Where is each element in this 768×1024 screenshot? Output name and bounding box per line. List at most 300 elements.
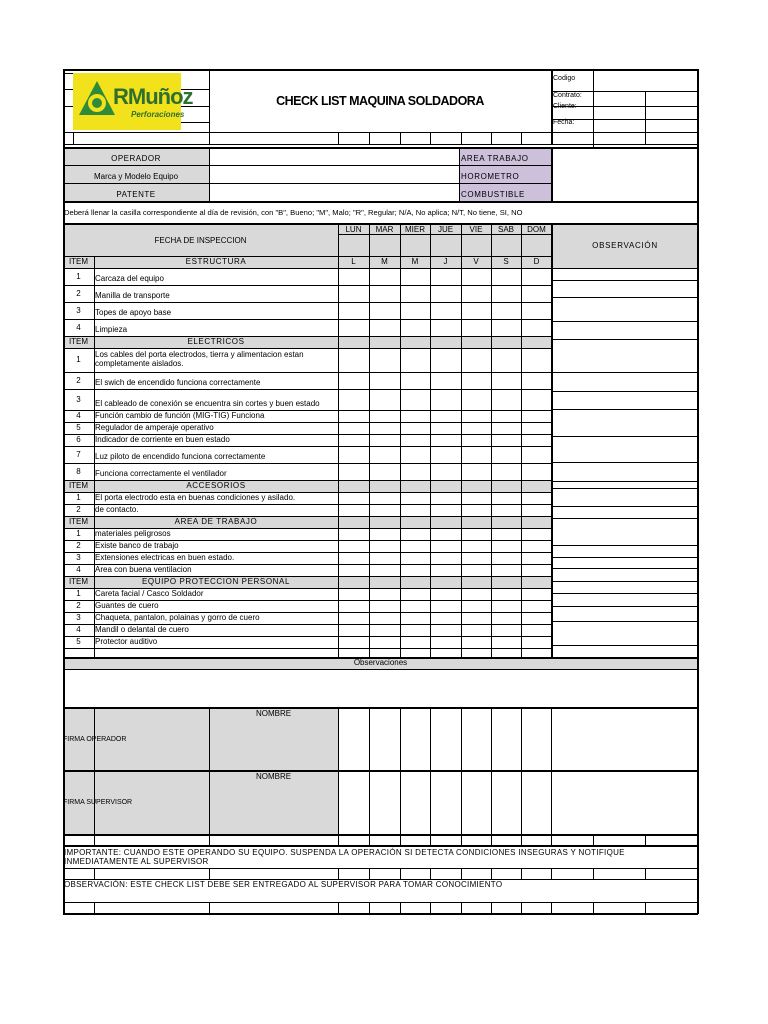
grid-vline [491, 834, 492, 845]
day-check-cell[interactable] [339, 349, 368, 371]
day-check-cell[interactable] [492, 613, 520, 623]
day-check-cell[interactable] [370, 493, 399, 503]
day-check-cell[interactable] [431, 613, 460, 623]
day-check-cell[interactable] [462, 589, 490, 599]
item-number: 4 [76, 323, 81, 332]
grid-vline [521, 868, 522, 879]
grid-hline [63, 492, 552, 493]
grid-vline [593, 834, 594, 845]
item-number: 3 [76, 306, 81, 315]
grid-hline [552, 506, 698, 507]
day-check-cell[interactable] [522, 320, 551, 335]
day-check-cell[interactable] [370, 349, 399, 371]
day-check-cell[interactable] [370, 529, 399, 539]
day-check-cell[interactable] [431, 286, 460, 301]
day-check-cell[interactable] [370, 435, 399, 445]
grid-vline [461, 132, 462, 144]
item-description: Chaqueta, pantalon, polainas y gorro de cuero [95, 613, 260, 622]
grid-vline [369, 224, 370, 657]
day-check-cell[interactable] [462, 505, 490, 515]
day-check-cell[interactable] [462, 390, 490, 409]
day-check-cell[interactable] [431, 637, 460, 647]
grid-vline [551, 834, 552, 845]
grid-hline [63, 389, 552, 390]
grid-vline [94, 256, 95, 657]
item-number: 2 [76, 289, 81, 298]
grid-vline [491, 902, 492, 914]
item-description: El cableado de conexión se encuentra sin cortes y buen estado [95, 399, 320, 408]
day-check-cell[interactable] [492, 390, 520, 409]
grid-hline [63, 576, 552, 577]
grid-hline [552, 568, 698, 569]
day-check-cell[interactable] [462, 447, 490, 462]
day-check-cell[interactable] [401, 541, 429, 551]
day-check-cell[interactable] [401, 423, 429, 433]
day-check-cell[interactable] [492, 601, 520, 611]
form-title: CHECK LIST MAQUINA SOLDADORA [276, 94, 484, 108]
day-check-cell[interactable] [339, 390, 368, 409]
item-col-label: ITEM [68, 257, 89, 266]
day-check-cell[interactable] [370, 303, 399, 318]
item-number: 3 [76, 395, 81, 404]
grid-vline [430, 868, 431, 879]
day-check-cell[interactable] [431, 390, 460, 409]
day-letter: M [381, 257, 388, 266]
item-description-cont: completamente aislados. [95, 359, 184, 368]
grid-hline [63, 528, 552, 529]
day-check-cell[interactable] [492, 423, 520, 433]
item-col-label: ITEM [68, 337, 89, 346]
day-check-cell[interactable] [339, 493, 368, 503]
item-number: 4 [76, 565, 81, 574]
grid-vline [94, 902, 95, 914]
grid-hline [63, 89, 73, 90]
grid-hline [552, 621, 698, 622]
day-check-cell[interactable] [492, 625, 520, 635]
day-check-cell[interactable] [431, 493, 460, 503]
section-header-fill [338, 336, 552, 348]
day-check-cell[interactable] [492, 435, 520, 445]
day-check-cell[interactable] [462, 423, 490, 433]
item-description: Manilla de transporte [95, 291, 170, 300]
day-check-cell[interactable] [462, 541, 490, 551]
grid-vline [645, 91, 646, 133]
day-check-cell[interactable] [370, 589, 399, 599]
day-check-cell[interactable] [431, 505, 460, 515]
day-check-cell[interactable] [401, 320, 429, 335]
grid-vline [521, 902, 522, 914]
grid-vline [645, 834, 646, 845]
day-check-cell[interactable] [401, 464, 429, 479]
day-check-cell[interactable] [401, 269, 429, 284]
day-check-cell[interactable] [401, 601, 429, 611]
grid-hline [63, 422, 552, 423]
day-check-cell[interactable] [522, 505, 551, 515]
day-check-cell[interactable] [522, 601, 551, 611]
day-check-cell[interactable] [431, 541, 460, 551]
day-check-cell[interactable] [370, 423, 399, 433]
day-check-cell[interactable] [431, 553, 460, 563]
day-check-cell[interactable] [462, 320, 490, 335]
day-check-cell[interactable] [522, 411, 551, 421]
day-check-cell[interactable] [370, 464, 399, 479]
day-check-cell[interactable] [370, 390, 399, 409]
day-check-cell[interactable] [492, 541, 520, 551]
day-check-cell[interactable] [401, 493, 429, 503]
day-check-cell[interactable] [522, 286, 551, 301]
item-description: El swich de encendido funciona correctamente [95, 378, 261, 387]
day-check-cell[interactable] [462, 286, 490, 301]
grid-hline [63, 834, 698, 836]
day-check-cell[interactable] [431, 565, 460, 575]
grid-hline [63, 624, 552, 625]
day-check-cell[interactable] [492, 447, 520, 462]
item-description: Regulador de amperaje operativo [95, 423, 214, 432]
day-check-cell[interactable] [431, 269, 460, 284]
day-check-cell[interactable] [431, 464, 460, 479]
grid-vline [338, 224, 339, 657]
day-check-cell[interactable] [522, 553, 551, 563]
day-check-cell[interactable] [401, 390, 429, 409]
day-check-cell[interactable] [370, 373, 399, 388]
day-check-cell[interactable] [462, 349, 490, 371]
day-check-cell[interactable] [522, 565, 551, 575]
grid-vline [400, 834, 401, 845]
day-check-cell[interactable] [339, 320, 368, 335]
company-logo [73, 73, 193, 130]
grid-vline [209, 834, 210, 845]
label-patente: PATENTE [116, 190, 156, 199]
day-check-cell[interactable] [462, 269, 490, 284]
day-check-cell[interactable] [401, 529, 429, 539]
firma-operador-label: FIRMA OPERADOR [63, 736, 127, 743]
grid-hline [552, 645, 698, 646]
grid-hline [552, 518, 698, 519]
day-check-cell[interactable] [492, 565, 520, 575]
day-check-cell[interactable] [431, 411, 460, 421]
meta-cliente: Cliente: [553, 103, 577, 110]
day-check-cell[interactable] [339, 303, 368, 318]
day-check-cell[interactable] [339, 625, 368, 635]
grid-hline [63, 902, 698, 903]
grid-vline [369, 707, 370, 834]
day-check-cell[interactable] [431, 320, 460, 335]
day-check-cell[interactable] [462, 411, 490, 421]
day-check-cell[interactable] [431, 303, 460, 318]
grid-vline [697, 69, 699, 914]
grid-hline [63, 463, 552, 464]
day-check-cell[interactable] [339, 613, 368, 623]
grid-vline [551, 147, 553, 201]
item-number: 6 [76, 435, 81, 444]
grid-vline [94, 868, 95, 879]
grid-hline [63, 73, 73, 74]
day-check-cell[interactable] [522, 529, 551, 539]
day-check-cell[interactable] [401, 411, 429, 421]
day-check-cell[interactable] [370, 286, 399, 301]
day-check-cell[interactable] [370, 637, 399, 647]
day-check-cell[interactable] [462, 373, 490, 388]
day-check-cell[interactable] [462, 464, 490, 479]
day-check-cell[interactable] [370, 411, 399, 421]
item-description: Guantes de cuero [95, 601, 159, 610]
day-check-cell[interactable] [492, 349, 520, 371]
day-check-cell[interactable] [370, 505, 399, 515]
day-check-cell[interactable] [522, 423, 551, 433]
day-check-cell[interactable] [522, 493, 551, 503]
day-check-cell[interactable] [522, 613, 551, 623]
grid-vline [521, 834, 522, 845]
day-check-cell[interactable] [401, 565, 429, 575]
item-number: 2 [76, 376, 81, 385]
day-check-cell[interactable] [492, 553, 520, 563]
grid-vline [430, 132, 431, 144]
day-check-cell[interactable] [492, 411, 520, 421]
grid-vline [209, 902, 210, 914]
day-check-cell[interactable] [431, 423, 460, 433]
grid-hline [63, 410, 552, 411]
day-check-cell[interactable] [401, 349, 429, 371]
grid-vline [645, 132, 646, 144]
day-check-cell[interactable] [339, 286, 368, 301]
day-check-cell[interactable] [492, 637, 520, 647]
item-number: 1 [76, 589, 81, 598]
grid-vline [430, 834, 431, 845]
day-check-cell[interactable] [401, 625, 429, 635]
grid-hline [63, 165, 552, 166]
day-check-cell[interactable] [431, 435, 460, 445]
day-check-cell[interactable] [370, 553, 399, 563]
grid-hline [63, 348, 552, 349]
item-col-label: ITEM [68, 577, 89, 586]
day-check-cell[interactable] [339, 553, 368, 563]
day-check-cell[interactable] [492, 286, 520, 301]
grid-vline [338, 902, 339, 914]
grid-hline [552, 436, 698, 437]
day-check-cell[interactable] [522, 589, 551, 599]
grid-vline [338, 868, 339, 879]
grid-hline [552, 593, 698, 594]
section-title: ESTRUCTURA [185, 257, 247, 266]
day-check-cell[interactable] [492, 529, 520, 539]
grid-vline [338, 707, 339, 834]
day-check-cell[interactable] [462, 601, 490, 611]
day-check-cell[interactable] [462, 529, 490, 539]
grid-hline [63, 372, 552, 373]
item-description: Indicador de corriente en buen estado [95, 435, 230, 444]
grid-vline [521, 224, 522, 657]
day-check-cell[interactable] [522, 625, 551, 635]
grid-hline [63, 612, 552, 613]
day-check-cell[interactable] [431, 625, 460, 635]
section-title: ELECTRICOS [187, 337, 245, 346]
day-check-cell[interactable] [492, 464, 520, 479]
day-check-cell[interactable] [401, 553, 429, 563]
day-check-cell[interactable] [370, 447, 399, 462]
item-description: Limpieza [95, 325, 128, 334]
grid-vline [593, 868, 594, 879]
day-check-cell[interactable] [462, 435, 490, 445]
day-check-cell[interactable] [522, 447, 551, 462]
day-check-cell[interactable] [339, 423, 368, 433]
item-description: Existe banco de trabajo [95, 541, 179, 550]
day-check-cell[interactable] [370, 613, 399, 623]
section-header-fill [338, 480, 552, 492]
grid-hline [63, 588, 552, 589]
grid-hline [552, 481, 698, 482]
day-check-cell[interactable] [370, 565, 399, 575]
day-check-cell[interactable] [462, 625, 490, 635]
grid-hline [63, 132, 698, 133]
item-description: Funciona correctamente el ventilador [95, 469, 227, 478]
day-letter: M [411, 257, 419, 266]
day-check-cell[interactable] [492, 505, 520, 515]
day-check-cell[interactable] [370, 541, 399, 551]
day-check-cell[interactable] [431, 349, 460, 371]
grid-hline [552, 409, 698, 410]
grid-hline [63, 540, 552, 541]
grid-hline [63, 336, 552, 337]
grid-hline [63, 564, 552, 565]
day-check-cell[interactable] [370, 320, 399, 335]
day-check-cell[interactable] [401, 447, 429, 462]
day-check-cell[interactable] [431, 373, 460, 388]
day-check-cell[interactable] [401, 373, 429, 388]
day-check-cell[interactable] [492, 320, 520, 335]
grid-hline [63, 302, 552, 303]
grid-hline [552, 339, 698, 340]
nombre-supervisor-label: NOMBRE [255, 772, 292, 781]
grid-vline [209, 868, 210, 879]
item-number: 1 [76, 355, 81, 364]
day-check-cell[interactable] [401, 589, 429, 599]
grid-vline [491, 868, 492, 879]
day-check-cell[interactable] [401, 303, 429, 318]
day-check-cell[interactable] [370, 601, 399, 611]
grid-hline [63, 516, 552, 517]
day-check-cell[interactable] [339, 541, 368, 551]
day-check-cell[interactable] [339, 505, 368, 515]
item-description: Topes de apoyo base [95, 308, 172, 317]
item-description: Careta facial / Casco Soldador [95, 589, 204, 598]
grid-hline [552, 462, 698, 463]
grid-hline [63, 648, 552, 649]
day-check-cell[interactable] [522, 349, 551, 371]
day-check-cell[interactable] [431, 601, 460, 611]
day-check-cell[interactable] [339, 464, 368, 479]
item-number: 8 [76, 467, 81, 476]
grid-vline [461, 902, 462, 914]
day-check-cell[interactable] [431, 589, 460, 599]
grid-hline [63, 868, 698, 869]
day-header-mar: MAR [375, 225, 394, 234]
grid-vline [73, 132, 74, 144]
day-check-cell[interactable] [522, 390, 551, 409]
day-check-cell[interactable] [522, 435, 551, 445]
fecha-inspeccion-label: FECHA DE INSPECCION [154, 236, 247, 245]
day-check-cell[interactable] [522, 373, 551, 388]
section-title: ACCESORIOS [186, 481, 246, 490]
day-check-cell[interactable] [492, 373, 520, 388]
day-check-cell[interactable] [339, 373, 368, 388]
day-check-cell[interactable] [339, 637, 368, 647]
item-description: Luz piloto de encendido funciona correctamente [95, 452, 266, 461]
day-check-cell[interactable] [492, 303, 520, 318]
item-number: 5 [76, 637, 81, 646]
grid-hline [63, 201, 698, 203]
day-check-cell[interactable] [401, 286, 429, 301]
day-check-cell[interactable] [462, 637, 490, 647]
day-check-cell[interactable] [492, 269, 520, 284]
grid-hline [552, 488, 698, 489]
day-header-sab: SAB [497, 225, 514, 234]
day-check-cell[interactable] [492, 589, 520, 599]
day-check-cell[interactable] [462, 493, 490, 503]
grid-hline [63, 144, 698, 145]
grid-vline [94, 707, 95, 834]
day-check-cell[interactable] [370, 625, 399, 635]
day-check-cell[interactable] [522, 303, 551, 318]
day-check-cell[interactable] [492, 493, 520, 503]
item-col-label: ITEM [68, 517, 89, 526]
label-combustible: COMBUSTIBLE [461, 190, 525, 199]
grid-vline [491, 132, 492, 144]
logo-subtext: Perforaciones [131, 110, 185, 119]
grid-hline [63, 913, 698, 915]
day-check-cell[interactable] [401, 613, 429, 623]
item-description: El porta electrodo esta en buenas condiciones y asilado. [95, 493, 296, 502]
grid-hline [63, 319, 552, 320]
day-check-cell[interactable] [522, 541, 551, 551]
day-check-cell[interactable] [462, 303, 490, 318]
day-check-cell[interactable] [339, 435, 368, 445]
grid-hline [63, 480, 552, 481]
day-check-cell[interactable] [431, 529, 460, 539]
item-description: materiales peligrosos [95, 529, 171, 538]
day-check-cell[interactable] [522, 269, 551, 284]
day-check-cell[interactable] [370, 269, 399, 284]
day-check-cell[interactable] [462, 613, 490, 623]
day-letter: L [351, 257, 356, 266]
label-horometro: HOROMETRO [461, 172, 520, 181]
day-check-cell[interactable] [431, 447, 460, 462]
meta-codigo: Codigo [553, 75, 576, 82]
day-check-cell[interactable] [339, 411, 368, 421]
day-check-cell[interactable] [339, 589, 368, 599]
day-check-cell[interactable] [462, 553, 490, 563]
day-check-cell[interactable] [339, 565, 368, 575]
item-number: 2 [76, 601, 81, 610]
day-check-cell[interactable] [401, 505, 429, 515]
day-check-cell[interactable] [339, 529, 368, 539]
grid-vline [521, 132, 522, 144]
day-letter: J [443, 257, 448, 266]
meta-fecha: Fecha: [553, 119, 575, 126]
day-check-cell[interactable] [339, 447, 368, 462]
grid-vline [645, 902, 646, 914]
day-check-cell[interactable] [462, 565, 490, 575]
grid-vline [491, 707, 492, 834]
day-check-cell[interactable] [522, 637, 551, 647]
day-check-cell[interactable] [339, 601, 368, 611]
grid-hline [552, 557, 698, 558]
item-description: Extensiones electricas en buen estado. [95, 553, 235, 562]
day-check-cell[interactable] [522, 464, 551, 479]
day-check-cell[interactable] [401, 435, 429, 445]
day-check-cell[interactable] [401, 637, 429, 647]
day-check-cell[interactable] [339, 269, 368, 284]
item-description: Carcaza del equipo [95, 274, 164, 283]
